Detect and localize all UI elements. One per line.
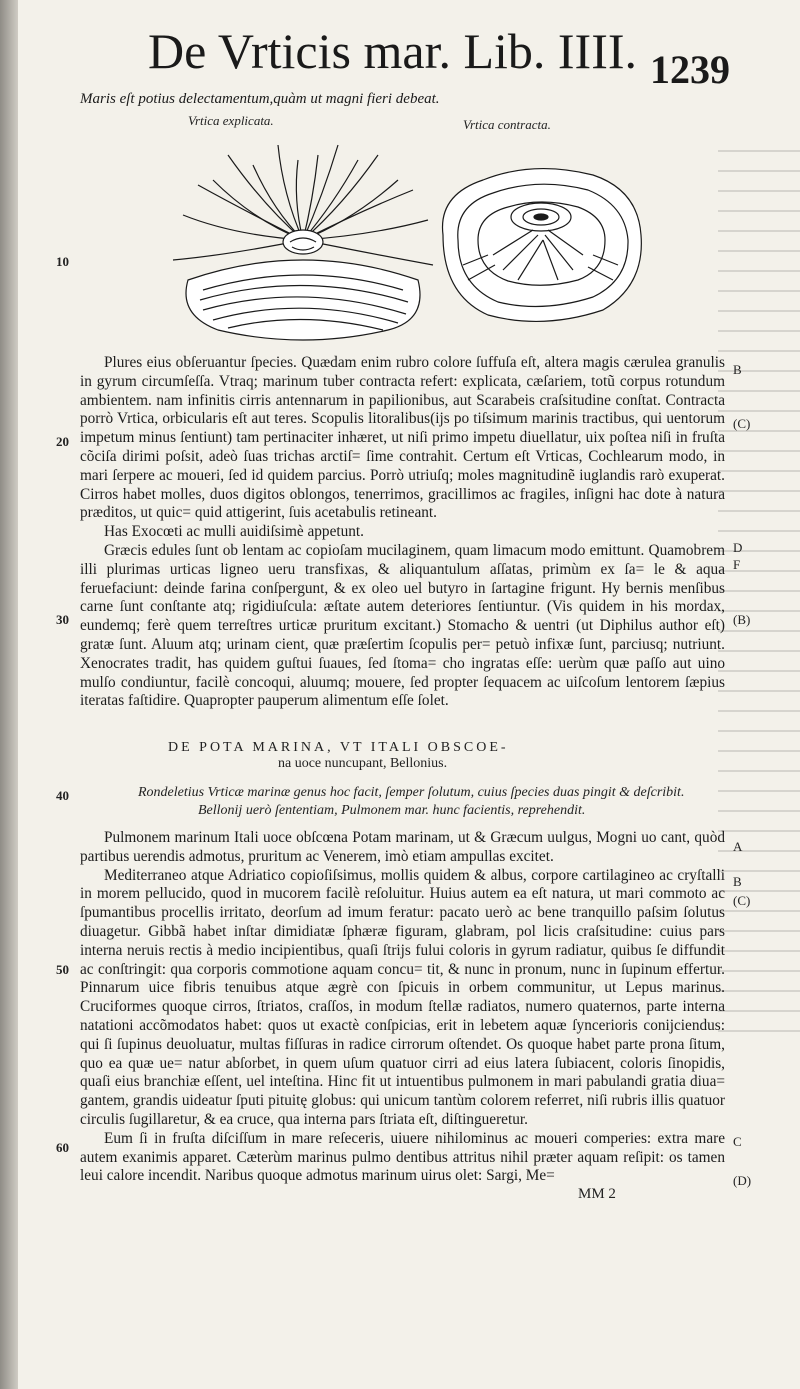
bleed-through-shadow — [718, 150, 800, 1050]
paragraph: Has Exocœti ac mulli auidiſsimè appetunt. — [104, 523, 364, 541]
figure-caption-right: Vrtica contracta. — [463, 117, 551, 132]
margin-mark: B — [733, 362, 742, 377]
paragraph: Plures eius obſeruantur ſpecies. Quædam enim rubro colore ſuffuſa eſt, altera magis cærulea granulis in gyrum circumſeſſa. Vtraq; marinum tuber contracta refert: explicata, cæſariem, totũ corpus rotundum ambientem. nam infinitis cirris antennarum in papilionibus, aut Scarabeis craſsitudine conſtat. Contracta porrò Vrtica, orbicularis eſt aut teres. Scopulis litoralibus(ijs po tiſsimum marinis tractibus, qui uentorum impetum minus ſentiunt) tam pertinaciter inhæret, ut niſi primo impetu diuellatur, uix poſtea niſi in fruſta cõciſa dirimi poſsit, adeò ſuas trichas arctiſ= ſime contrahit. Certum eſt Vrticas, Cochlearum modo, in mari ſerpere ac moueri, ſed id quidem parcius. Porrò utriuſq; moles magnitudinẽ iuglandis rarò exuperat. Cirros habet molles, duos digitos oblongos, tenerrimos, gracillimos ac fragiles, inſigni hac dote à natura præditos, ut quic= quid attigerint, ſuis acetabulis retineant. — [80, 354, 725, 522]
running-head: De Vrticis mar. Lib. IIII. — [148, 23, 637, 79]
text-block-pota-marina — [80, 829, 725, 1186]
text-block-urtica — [80, 354, 725, 711]
section-heading — [168, 740, 588, 772]
line-number-30: 30 — [56, 612, 69, 627]
editorial-note-line2: Bellonij uerò ſententiam, Pulmonem mar. hunc facientis, reprehendit. — [198, 803, 586, 818]
woodcut-urtica-explicata — [158, 130, 448, 350]
section-heading-line1: DE POTA MARINA, VT ITALI OBSCOE- — [168, 740, 509, 755]
signature-mark: MM 2 — [578, 1186, 616, 1202]
margin-mark: D — [733, 540, 743, 555]
margin-mark: F — [733, 557, 741, 572]
margin-mark: (C) — [733, 893, 751, 908]
editorial-note-line1: Rondeletius Vrticæ marinæ genus hoc facit, ſemper ſolutum, cuius ſpecies duas pingit & deſcribit. — [138, 785, 685, 800]
book-page — [18, 0, 800, 1389]
paragraph: Eum ſi in fruſta diſciſſum in mare reſeceris, uiuere nihilominus ac moueri comperies: extra mare autem exanimis apparet. Cæterùm marinus pulmo dentibus attritus nihil præter aquam reſipit: os tamen leui calore incendit. Naribus quoque admotus marinum uirus olet: Sargi, Me= — [80, 1129, 725, 1185]
binding-gutter — [0, 0, 18, 1389]
paragraph: Pulmonem marinum Itali uoce obſcœna Potam marinam, ut & Græcum uulgus, Mogni uo cant, quòd partibus uerendis admotus, pruritum ac Venerem, imò etiam ampullas excitet. — [80, 829, 725, 865]
line-number-60: 60 — [56, 1140, 69, 1155]
line-number-50: 50 — [56, 962, 69, 977]
line-number-20: 20 — [56, 434, 69, 449]
editorial-note — [138, 784, 698, 820]
line-number-10: 10 — [56, 254, 69, 269]
margin-mark: A — [733, 839, 743, 854]
line-number-40: 40 — [56, 788, 69, 803]
paragraph: Mediterraneo atque Adriatico copioſiſsimus, mollis quidem & albus, corpore cartilagineo ac cryſtalli in morem pellucido, quod in mucorem facilè reſoluitur. Huius autem ea eſt natura, ut mari commoto ac ſpumantibus procellis irritato, deorſum ad imum feratur: pacato uerò ac bene tranquillo paſsim ſolutus diuagetur. Gibbã habet inſtar dimidiatæ ſphæræ figuram, glabram, pol licis craſsitudine: cuius pars interna neruis rectis à medio incipientibus, quaſi ſtrijs fului coloris in gyrum radiatur, quibus ſe diffundit ac conſtringit: qua corporis commotione aquam concu= tit, & nunc in pronum, nunc in ſupinum effertur. Pinnarum uice fibris tenuibus atque ægrè con ſpicuis in orbem communitur, ut Lepus marinus. Cruciformes quoque cirros, ſtriatos, craſſos, in modum ſtellæ radiatos, numero quaternos, parte interna natationi accõmodatos habet: quos ut exactè conſpicias, erit in lebetem aquæ ſyncerioris conijciendus: qui ſi ſupinus deuoluatur, multas fiſſuras in radice cirrorum oſtendet. Os quoque habet parte prona ſitum, quo ea quæ ue= natur abſorbet, in quem uſum quatuor cirri ad eius latera ſubiacent, coloris ſinopidis, quaſi eius branchiæ eſſent, uel inteſtina. Hinc fit ut intuentibus pulmonem in mari pabulandi gratia diua= gantem, grandis uideatur ſputi pituitę globus: qui unicum tantùm colorem referret, niſi rubris illis quatuor circulis ſugillaretur, & ea cruce, qua interna pars ſtriata eſt, diſtingueretur. — [80, 866, 725, 1128]
margin-mark: B — [733, 874, 742, 889]
carryover-line: Maris eſt potius delectamentum,quàm ut magni fieri debeat. — [80, 91, 440, 107]
paragraph: Græcis edules ſunt ob lentam ac copioſam mucilaginem, quam limacum modo emittunt. Quamobrem illi plurimas urticas ligneo ueru transfixas, & aliquantulum aſſatas, primùm ex ſa= le & aqua feruefaciunt: deinde farina conſpergunt, & ex oleo uel butyro in ſartagine frigunt. Hy bernis menſibus carne ſunt conſtante atq; rigidiuſcula: æſtate autem deteriores ſentiuntur. (Vis quidem in his mordax, eundemq; ferè quem terreſtres urticæ pruritum excitant.) Stomacho & uentri (ut Diphilus author eſt) gratæ ſunt. Aluum atq; urinam cient, quæ præſertim ſcopulis per= petuò infixæ ſunt, parciusq; nutriunt. Xenocrates tradit, has quidem guſtui ſuaues, ſed ſtoma= cho ingratas eſſe: uerùm quæ paſſo aut uino mulſo condiuntur, facilè concoqui, aluumq; mouere, ſed propter ſequacem ac uiſcoſum lentorem ſæpius iteratas faſtidire. Quapropter pauperum alimentum eſſe ſolet. — [80, 541, 725, 710]
margin-mark: (C) — [733, 416, 751, 431]
margin-mark: C — [733, 1134, 742, 1149]
folio-number: 1239 — [650, 47, 730, 92]
woodcut-urtica-contracta — [433, 155, 648, 330]
section-heading-line2: na uoce nuncupant, Bellonius. — [278, 756, 448, 771]
figure-caption-left: Vrtica explicata. — [188, 113, 274, 128]
margin-mark: (B) — [733, 612, 751, 627]
margin-mark: (D) — [733, 1173, 752, 1188]
